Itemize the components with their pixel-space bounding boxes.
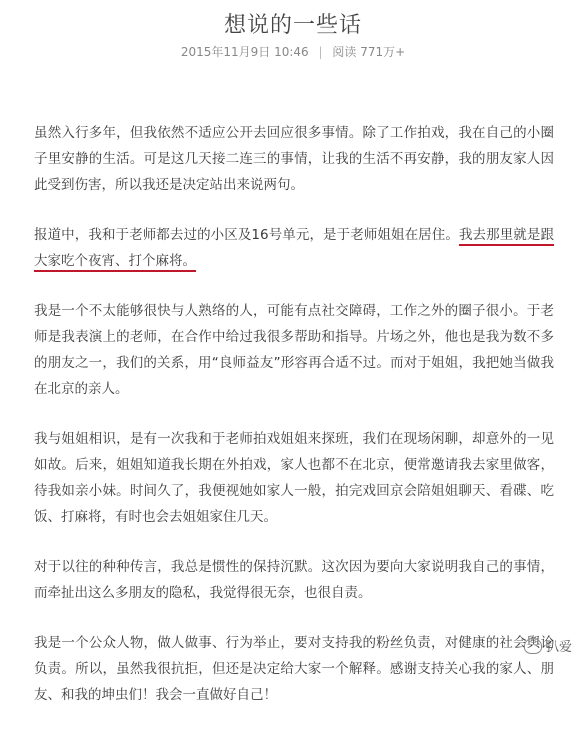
paragraph-2	[34, 222, 554, 274]
watermark-text: 扒爱	[545, 640, 572, 655]
watermark	[524, 636, 572, 655]
paragraph-2-text: 报道中，我和于老师都去过的小区及16号单元，是于老师姐姐在居住。	[34, 227, 459, 243]
paragraph-6: 我是一个公众人物，做人做事、行为举止，要对支持我的粉丝负责，对健康的社会舆论负责。所以，虽然我很抗拒，但还是决定给大家一个解释。感谢支持关心我的家人、朋友、和我的坤虫们！我会一直做好自己！	[34, 635, 554, 703]
paragraph-3: 我是一个不太能够很快与人熟络的人，可能有点社交障碍，工作之外的圈子很小。于老师是我表演上的老师，在合作中给过我很多帮助和指导。片场之外，他也是我为数不多的朋友之一，我们的关系，用“良师益友”形容再合适不过。而对于姐姐，我把她当做我在北京的亲人。	[34, 303, 554, 397]
article-body	[34, 120, 554, 732]
highlighted-sentence: 我去那里就是跟大家吃个夜宵、打个麻将。	[34, 227, 554, 272]
paragraph-1: 虽然入行多年，但我依然不适应公开去回应很多事情。除了工作拍戏，我在自己的小圈子里安静的生活。可是这几天接二连三的事情，让我的生活不再安静，我的朋友家人因此受到伤害，所以我还是决定站出来说两句。	[34, 125, 554, 193]
paragraph-5: 对于以往的种种传言，我总是惯性的保持沉默。这次因为要向大家说明我自己的事情，而牵扯出这么多朋友的隐私，我觉得很无奈，也很自责。	[34, 559, 554, 601]
paragraph-4: 我与姐姐相识，是有一次我和于老师拍戏姐姐来探班，我们在现场闲聊，却意外的一见如故。后来，姐姐知道我长期在外拍戏，家人也都不在北京，便常邀请我去家里做客，待我如亲小妹。时间久了，我便视她如家人一般，拍完戏回京会陪姐姐聊天、看碟、吃饭、打麻将，有时也会去姐姐家住几天。	[34, 431, 554, 525]
wechat-icon	[524, 638, 542, 654]
article-title: 想说的一些话	[223, 13, 362, 38]
read-count: 阅读 771万+	[332, 45, 406, 59]
article-meta	[0, 43, 586, 60]
publish-date: 2015年11月9日 10:46	[180, 45, 309, 59]
meta-divider: |	[318, 45, 323, 59]
